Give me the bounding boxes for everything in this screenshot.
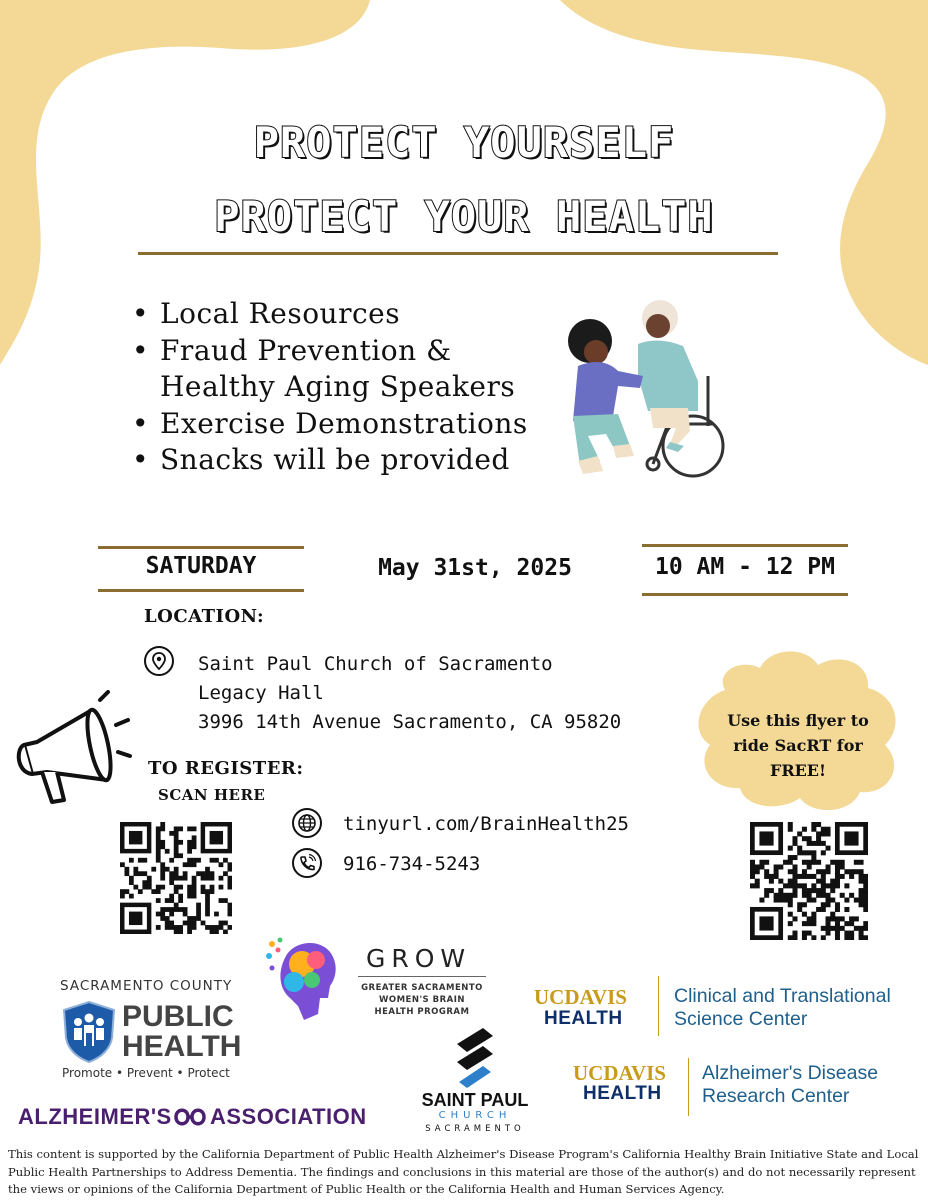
- location-label: LOCATION:: [144, 606, 265, 627]
- map-pin-icon: [144, 646, 174, 676]
- ucdavis-divider: [658, 976, 659, 1036]
- day-bottom-rule: [98, 589, 304, 592]
- grow-underline: [358, 976, 486, 977]
- ucdavis-health-text: HEALTH: [544, 1008, 623, 1029]
- uc-text: UC: [534, 985, 565, 1009]
- saint-paul-city: SACRAMENTO: [425, 1124, 525, 1134]
- grow-name: GROW: [366, 944, 472, 973]
- davis-text: DAVIS: [603, 1061, 666, 1085]
- phone-icon: [292, 848, 322, 878]
- sacrt-line: Use this flyer to: [727, 711, 869, 730]
- scan-here-label: SCAN HERE: [158, 786, 266, 804]
- event-date: May 31st, 2025: [378, 555, 572, 581]
- globe-icon: [292, 808, 322, 838]
- feature-list: [130, 296, 528, 479]
- ucdavis-adrc-logo: [573, 1062, 666, 1084]
- address-line: Saint Paul Church of Sacramento: [198, 653, 553, 675]
- grow-head-logo: [264, 936, 344, 1026]
- ucdavis-health-text: HEALTH: [583, 1083, 662, 1104]
- adrc-line2: Research Center: [702, 1085, 850, 1107]
- alz-left-text: ALZHEIMER'S: [18, 1104, 172, 1129]
- grow-sub-line: WOMEN'S BRAIN: [378, 995, 466, 1005]
- phone-number[interactable]: 916-734-5243: [343, 853, 481, 875]
- county-name: SACRAMENTO COUNTY: [60, 978, 233, 994]
- megaphone-icon: [12, 690, 142, 810]
- public-health-line2: HEALTH: [122, 1030, 242, 1063]
- ctsc-line2: Science Center: [674, 1008, 808, 1030]
- uc-text: UC: [573, 1061, 604, 1085]
- davis-text: DAVIS: [564, 985, 627, 1009]
- ctsc-line1: Clinical and Translational: [674, 985, 891, 1007]
- title-line-2: PROTECT YOUR HEALTH: [214, 192, 714, 241]
- saint-paul-name: SAINT PAUL: [421, 1090, 529, 1110]
- registration-qr-code[interactable]: [120, 822, 232, 934]
- register-label: TO REGISTER:: [148, 758, 304, 779]
- sacrt-line: FREE!: [769, 761, 827, 780]
- public-health-line1: PUBLIC: [122, 1000, 234, 1033]
- registration-url[interactable]: tinyurl.com/BrainHealth25: [343, 813, 629, 835]
- saint-paul-church: CHURCH: [438, 1110, 512, 1121]
- sacrt-note: [706, 708, 890, 783]
- sacrt-line: ride SacRT for: [733, 736, 863, 755]
- ucdavis-divider: [688, 1058, 689, 1116]
- list-item: • Local Resources: [130, 296, 528, 333]
- address-block: [198, 650, 621, 737]
- list-item: • Snacks will be provided: [130, 442, 528, 479]
- alz-right-text: ASSOCIATION: [210, 1104, 367, 1129]
- time-top-rule: [642, 544, 848, 547]
- event-day: SATURDAY: [145, 553, 257, 579]
- time-bottom-rule: [642, 593, 848, 596]
- title-line-1: PROTECT YOURSELF: [253, 118, 675, 167]
- title-underline: [138, 252, 778, 255]
- grow-subtitle: [352, 982, 492, 1018]
- list-item-continuation: Healthy Aging Speakers: [160, 370, 516, 403]
- address-line: Legacy Hall: [198, 682, 324, 704]
- saint-paul-logo-mark: [453, 1026, 497, 1088]
- list-item: • Fraud Prevention &: [130, 333, 528, 370]
- county-tagline: Promote • Prevent • Protect: [62, 1066, 230, 1080]
- ucdavis-ctsc-logo: [534, 986, 627, 1008]
- caregiver-illustration: [558, 296, 738, 486]
- event-time: 10 AM - 12 PM: [654, 554, 835, 580]
- sacrt-qr-code[interactable]: [750, 822, 868, 940]
- adrc-line1: Alzheimer's Disease: [702, 1062, 879, 1084]
- grow-sub-line: GREATER SACRAMENTO: [361, 983, 483, 993]
- grow-sub-line: HEALTH PROGRAM: [374, 1007, 470, 1017]
- county-shield-logo: [62, 1000, 116, 1064]
- address-line: 3996 14th Avenue Sacramento, CA 95820: [198, 711, 622, 733]
- day-top-rule: [98, 546, 304, 549]
- alz-purple-mark: [170, 1102, 210, 1132]
- funding-disclaimer: This content is supported by the California Department of Public Health Alzheimer's Disease Program's California Healthy Brain Initiative State and Local Public Health Partnerships to Address Dementia. The findings and conclusions in this material are those of the author(s) and do not necessarily represent the views or opinions of the California Department of Public Health or the California Health and Human Services Agency.: [8, 1147, 919, 1196]
- list-item: • Exercise Demonstrations: [130, 406, 528, 443]
